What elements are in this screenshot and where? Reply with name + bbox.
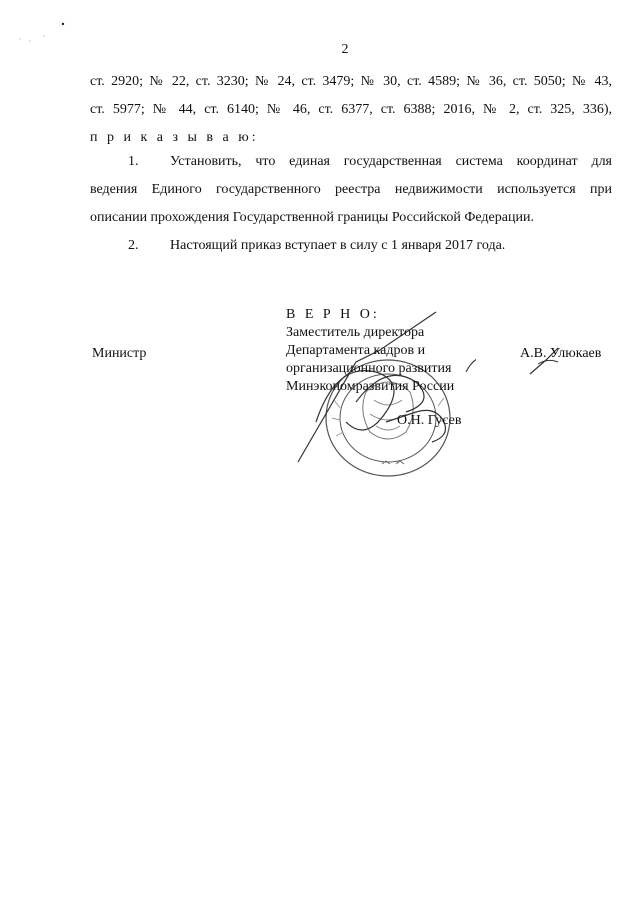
item-2-line-1: Настоящий приказ вступает в силу с 1 января 2017 года. (170, 238, 506, 253)
item-1-line-2: ведения Единого государственного реестра недвижимости используется при (90, 182, 612, 197)
certifier-name: О.Н. Гусев (397, 413, 462, 428)
list-item-1 (90, 148, 612, 232)
minister-name: А.В. Улюкаев (520, 346, 602, 361)
intro-line-1: ст. 2920; № 22, ст. 3230; № 24, ст. 3479; № 30, ст. 4589; № 36, ст. 5050; № 43, (90, 74, 612, 89)
intro-line-2: ст. 5977; № 44, ст. 6140; № 46, ст. 6377, ст. 6388; 2016, № 2, ст. 325, 336), (90, 102, 612, 117)
certification-line-4: Минэкономразвития России (286, 379, 455, 394)
certification-line-1: Заместитель директора (286, 325, 425, 340)
item-number: 1. (128, 154, 139, 169)
page-number: 2 (341, 42, 349, 57)
certification-line-3: организационного развития (286, 361, 452, 376)
item-1-line-1: Установить, что единая государственная система координат для (170, 154, 612, 169)
certification-line-2: Департамента кадров и (286, 343, 426, 358)
intro-paragraph (90, 68, 612, 152)
item-1-line-3: описании прохождения Государственной границы Российской Федерации. (90, 210, 534, 225)
item-number: 2. (128, 238, 139, 253)
certification-heading: В Е Р Н О: (286, 307, 380, 322)
certification-block (286, 306, 454, 396)
list-item-2 (90, 232, 612, 260)
minister-title: Министр (92, 346, 147, 361)
order-word: п р и к а з ы в а ю: (90, 130, 259, 145)
